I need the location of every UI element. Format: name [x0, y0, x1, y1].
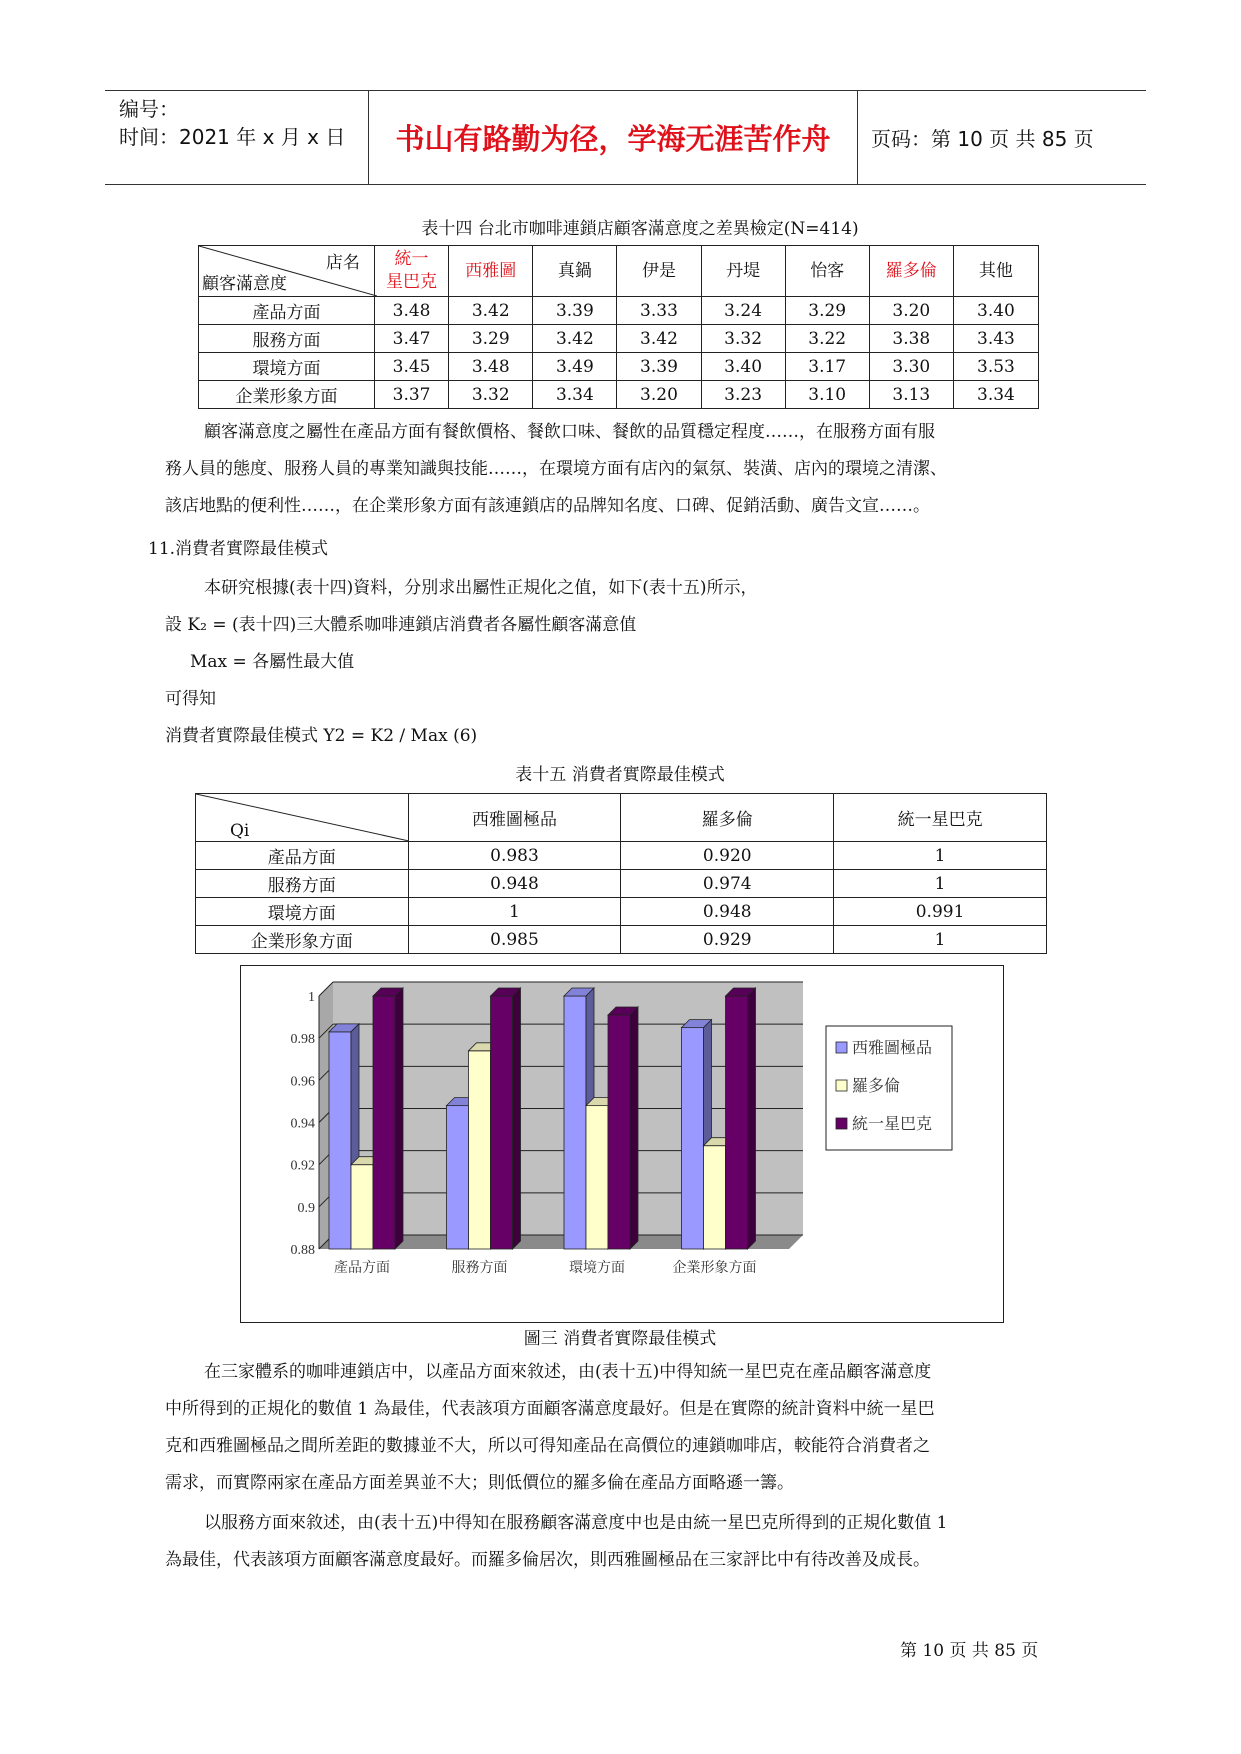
section-title: 11.消費者實際最佳模式 [148, 539, 329, 559]
bar [447, 1106, 469, 1249]
table15-column-header: 西雅圖極品 [408, 794, 621, 842]
table-cell: 3.45 [374, 353, 448, 381]
y-tick-label: 0.92 [290, 1158, 315, 1174]
table-cell: 0.948 [408, 870, 621, 898]
method-block [165, 570, 758, 755]
header-motto: 书山有路勤为径，学海无涯苦作舟 [368, 91, 858, 184]
table-cell: 3.48 [449, 353, 533, 381]
table-cell: 3.37 [374, 381, 448, 409]
x-tick-label: 服務方面 [451, 1260, 508, 1276]
chart-frame [240, 965, 1004, 1323]
paragraph-line: 在三家體系的咖啡連鎖店中，以產品方面來敘述，由(表十五)中得知統一星巴克在產品顧客滿意度 [204, 1362, 932, 1382]
table-cell: 3.43 [953, 325, 1038, 353]
table-cell: 3.34 [953, 381, 1038, 409]
table-row [196, 842, 1047, 870]
table-cell: 3.53 [953, 353, 1038, 381]
table-cell: 3.29 [785, 297, 869, 325]
table14 [198, 245, 1039, 409]
bar [682, 1028, 704, 1249]
table-cell: 3.38 [869, 325, 953, 353]
y-tick-label: 0.9 [297, 1200, 315, 1216]
column-header-text: 統一 [394, 249, 429, 269]
bar [351, 1165, 373, 1249]
bar [329, 1032, 351, 1249]
bar-chart [241, 966, 1002, 1321]
table-cell: 0.929 [621, 926, 834, 954]
table-cell: 3.40 [953, 297, 1038, 325]
table14-column-header [785, 246, 869, 297]
x-tick-label: 環境方面 [569, 1260, 625, 1276]
method-line: 消費者實際最佳模式 Y2 = K2 / Max (6) [165, 726, 478, 746]
table14-column-header [374, 246, 448, 297]
bar [564, 996, 586, 1249]
y-tick-label: 1 [308, 990, 315, 1005]
table-cell: 3.34 [533, 381, 617, 409]
table15-corner-label: Qi [230, 821, 250, 841]
legend-swatch [836, 1080, 847, 1091]
paragraph-attributes [165, 414, 947, 525]
paragraph-line: 該店地點的便利性……，在企業形象方面有該連鎖店的品牌知名度、口碑、促銷活動、廣告文宣……。 [165, 496, 930, 516]
table15-caption: 表十五 消費者實際最佳模式 [515, 765, 725, 785]
table-cell: 3.42 [533, 325, 617, 353]
legend-swatch [836, 1118, 847, 1129]
table14-corner-bottom: 顧客滿意度 [202, 274, 287, 294]
column-header-text: 星巴克 [386, 272, 438, 292]
table14-column-header [617, 246, 701, 297]
table-cell: 3.42 [617, 325, 701, 353]
y-tick-label: 0.98 [290, 1032, 315, 1048]
table-cell: 0.985 [408, 926, 621, 954]
method-line: Max = 各屬性最大值 [190, 652, 355, 672]
table-cell: 1 [834, 926, 1047, 954]
table-cell: 3.49 [533, 353, 617, 381]
table-row [199, 381, 1039, 409]
time-label: 时间：2021 年 x 月 x 日 [119, 125, 346, 149]
table-row [199, 353, 1039, 381]
table-cell: 3.10 [785, 381, 869, 409]
table-cell: 3.13 [869, 381, 953, 409]
paragraph-product [165, 1354, 935, 1502]
x-tick-label: 產品方面 [334, 1260, 390, 1276]
column-header-text: 丹堤 [726, 260, 761, 281]
y-tick-label: 0.96 [290, 1074, 315, 1090]
figure-caption: 圖三 消費者實際最佳模式 [523, 1329, 717, 1349]
bar [373, 996, 395, 1249]
paragraph-line: 需求，而實際兩家在產品方面差異並不大；則低價位的羅多倫在產品方面略遜一籌。 [165, 1473, 794, 1493]
row-label: 服務方面 [196, 870, 409, 898]
method-line: 本研究根據(表十四)資料，分別求出屬性正規化之值，如下(表十五)所示， [204, 578, 758, 598]
serial-label: 编号： [119, 97, 179, 121]
bar-side [630, 1007, 638, 1249]
bar-side [395, 988, 403, 1249]
column-header-text: 怡客 [810, 260, 845, 281]
header-meta [119, 91, 373, 184]
table-cell: 3.39 [533, 297, 617, 325]
table14-column-header [449, 246, 533, 297]
paragraph-line: 務人員的態度、服務人員的專業知識與技能……，在環境方面有店內的氣氛、裝潢、店內的環境之清潔、 [165, 459, 947, 479]
column-header-text: 真鍋 [557, 260, 592, 281]
table-cell: 3.48 [374, 297, 448, 325]
bar [726, 996, 748, 1249]
column-header-text: 西雅圖 [465, 260, 517, 281]
x-tick-label: 企業形象方面 [672, 1260, 757, 1276]
table-cell: 0.991 [834, 898, 1047, 926]
page-footer: 第 10 页 共 85 页 [900, 1641, 1039, 1661]
row-label: 環境方面 [196, 898, 409, 926]
row-label: 環境方面 [199, 353, 375, 381]
row-label: 企業形象方面 [199, 381, 375, 409]
table-row [199, 325, 1039, 353]
column-header-text: 其他 [978, 260, 1013, 281]
table15 [195, 793, 1047, 954]
row-label: 服務方面 [199, 325, 375, 353]
bar-side [513, 988, 521, 1249]
table15-column-header: 統一星巴克 [834, 794, 1047, 842]
y-tick-label: 0.94 [290, 1116, 315, 1132]
table14-corner-top: 店名 [325, 253, 360, 273]
bar-side [748, 988, 756, 1249]
page-header [105, 90, 1146, 185]
table-row [196, 926, 1047, 954]
legend-swatch [836, 1042, 847, 1053]
table-cell: 3.17 [785, 353, 869, 381]
table-cell: 3.30 [869, 353, 953, 381]
table-cell: 3.47 [374, 325, 448, 353]
table-cell: 0.948 [621, 898, 834, 926]
table14-caption: 表十四 台北市咖啡連鎖店顧客滿意度之差異檢定(N=414) [421, 219, 859, 239]
row-label: 產品方面 [196, 842, 409, 870]
table-cell: 3.29 [449, 325, 533, 353]
row-label: 企業形象方面 [196, 926, 409, 954]
method-line: 設 K₂ = (表十四)三大體系咖啡連鎖店消費者各屬性顧客滿意值 [165, 615, 637, 635]
bar [704, 1146, 726, 1249]
table15-corner-cell [196, 794, 409, 842]
table-cell: 1 [834, 870, 1047, 898]
table-row [196, 870, 1047, 898]
table15-column-header: 羅多倫 [621, 794, 834, 842]
table-cell: 0.920 [621, 842, 834, 870]
table14-column-header [953, 246, 1038, 297]
table-cell: 3.20 [617, 381, 701, 409]
header-page-info: 页码：第 10 页 共 85 页 [871, 127, 1094, 151]
bar [491, 996, 513, 1249]
table-row [199, 297, 1039, 325]
row-label: 產品方面 [199, 297, 375, 325]
bar [608, 1015, 630, 1249]
table-cell: 1 [408, 898, 621, 926]
paragraph-line: 以服務方面來敘述，由(表十五)中得知在服務顧客滿意度中也是由統一星巴克所得到的正規化數值 1 [204, 1513, 948, 1533]
table14-header-row [199, 246, 1039, 297]
table-cell: 3.32 [449, 381, 533, 409]
legend-label: 西雅圖極品 [852, 1038, 933, 1057]
legend-label: 統一星巴克 [852, 1114, 933, 1133]
bar [469, 1051, 491, 1249]
table15-header-row [196, 794, 1047, 842]
y-tick-label: 0.88 [290, 1243, 315, 1258]
table14-column-header [701, 246, 785, 297]
table14-corner-cell [199, 246, 375, 297]
table-cell: 0.983 [408, 842, 621, 870]
bar [586, 1106, 608, 1249]
table-cell: 3.24 [701, 297, 785, 325]
table-cell: 0.974 [621, 870, 834, 898]
table-row [196, 898, 1047, 926]
column-header-text: 伊是 [641, 260, 676, 281]
legend-label: 羅多倫 [852, 1076, 901, 1095]
column-header-text: 羅多倫 [885, 260, 937, 281]
table14-column-header [533, 246, 617, 297]
paragraph-line: 為最佳，代表該項方面顧客滿意度最好。而羅多倫居次，則西雅圖極品在三家評比中有待改善及成長。 [165, 1550, 930, 1570]
table-cell: 3.42 [449, 297, 533, 325]
table-cell: 3.33 [617, 297, 701, 325]
method-line: 可得知 [165, 689, 216, 709]
table14-column-header [869, 246, 953, 297]
table-cell: 3.40 [701, 353, 785, 381]
paragraph-line: 中所得到的正規化的數值 1 為最佳，代表該項方面顧客滿意度最好。但是在實際的統計資料中統一星巴 [165, 1399, 935, 1419]
table-cell: 3.23 [701, 381, 785, 409]
table-cell: 3.22 [785, 325, 869, 353]
table-cell: 3.39 [617, 353, 701, 381]
table-cell: 3.20 [869, 297, 953, 325]
table-cell: 1 [834, 842, 1047, 870]
paragraph-service [165, 1505, 947, 1579]
paragraph-line: 顧客滿意度之屬性在產品方面有餐飲價格、餐飲口味、餐飲的品質穩定程度……，在服務方面有服 [204, 422, 935, 442]
table-cell: 3.32 [701, 325, 785, 353]
paragraph-line: 克和西雅圖極品之間所差距的數據並不大，所以可得知產品在高價位的連鎖咖啡店，較能符合消費者之 [165, 1436, 930, 1456]
